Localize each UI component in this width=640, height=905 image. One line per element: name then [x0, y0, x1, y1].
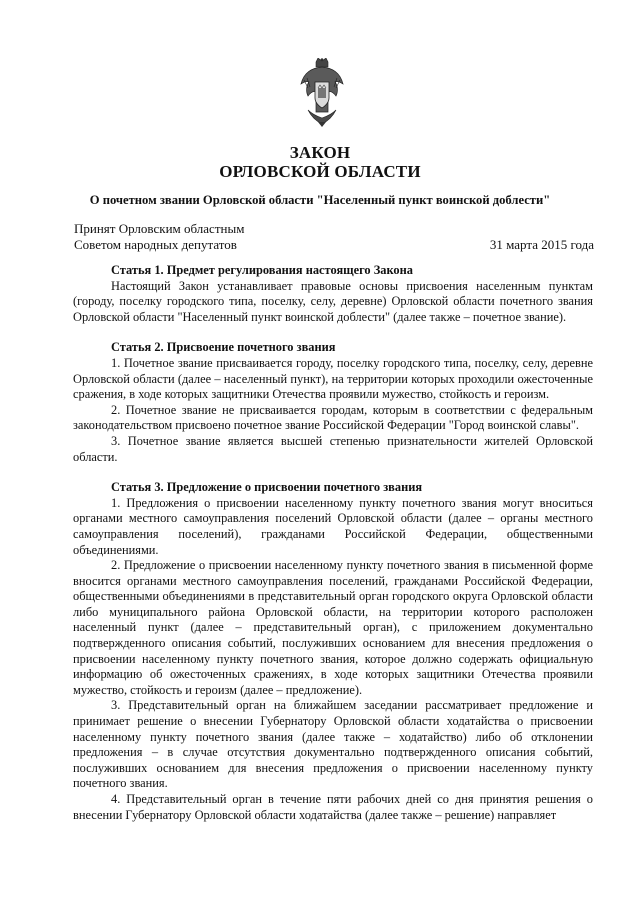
law-body — [73, 263, 593, 823]
article-3-para-4: 4. Представительный орган в течение пяти рабочих дней со дня принятия решения о внесении Губернатору Орловской области ходатайства (далее также – решение) направляет — [73, 792, 593, 822]
article-3-para-1: 1. Предложения о присвоении населенному пункту почетного звания могут вноситься органами местного самоуправления поселений Орловской области (далее – органы местного самоуправления поселений), гражданами Российской Федерации, общественными объединениями. — [73, 495, 593, 557]
law-subtitle: О почетном звании Орловской области "Населенный пункт воинской доблести" — [89, 193, 551, 207]
adoption-line-1: Принят Орловским областным — [74, 221, 245, 236]
article-1-para-1: Настоящий Закон устанавливает правовые основы присвоения населенным пунктам (городу, поселку городского типа, поселку, селу, деревне) Орловской области почетного звания Орловской области "Населенный пункт воинской доблести" (далее также – почетное звание). — [73, 278, 593, 324]
adoption-block — [74, 221, 594, 253]
article-3-para-2: 2. Предложение о присвоении населенному пункту почетного звания в письменной форме вносится органами местного самоуправления поселений, гражданами Российской Федерации, общественными объединениями в представительный орган городского округа Орловской области либо муниципального района Орловской области, на территории которого расположен населенный пункт (далее – представительный орган), с приложением документально подтвержденного описания событий, послуживших основанием для внесения предложения о присвоении населенному пункту почетного звания, которое должно содержать официальную информацию об ожесточенных сражениях, в ходе которых защитники Отечества проявили мужество, стойкость и героизм (далее – предложение). — [73, 558, 593, 697]
adoption-line-2: Советом народных депутатов — [74, 237, 237, 252]
adoption-date: 31 марта 2015 года — [489, 237, 594, 252]
region-title: ОРЛОВСКОЙ ОБЛАСТИ — [219, 162, 421, 181]
law-title: ЗАКОН — [289, 143, 351, 162]
article-1-title: Статья 1. Предмет регулирования настоящего Закона — [111, 263, 413, 277]
article-2-para-3: 3. Почетное звание является высшей степенью признательности жителей Орловской области. — [73, 433, 593, 464]
article-2-title: Статья 2. Присвоение почетного звания — [111, 340, 336, 355]
article-3-para-3: 3. Представительный орган на ближайшем заседании рассматривает предложение и принимает решение о внесении Губернатору Орловской области ходатайства о присвоении населенному пункту почетного звания (далее также – ходатайство) либо об отклонении предложения – в случае отсутствия документально подтвержденного описания событий, послуживших основанием для внесения предложения о присвоении населенному пункту почетного звания. — [73, 698, 593, 791]
coat-of-arms-icon — [298, 58, 346, 128]
article-2-para-2: 2. Почетное звание не присваивается городам, которым в соответствии с федеральным законодательством присвоено почетное звание Российской Федерации "Город воинской славы". — [73, 402, 593, 433]
article-3-title: Статья 3. Предложение о присвоении почетного звания — [111, 480, 423, 495]
article-2-para-1: 1. Почетное звание присваивается городу, поселку городского типа, поселку, селу, деревне Орловской области (далее – населенный пункт), на территории которых проходили ожесточенные сражения, в ходе которых защитники Отечества проявили мужество, стойкость и героизм. — [73, 355, 593, 402]
